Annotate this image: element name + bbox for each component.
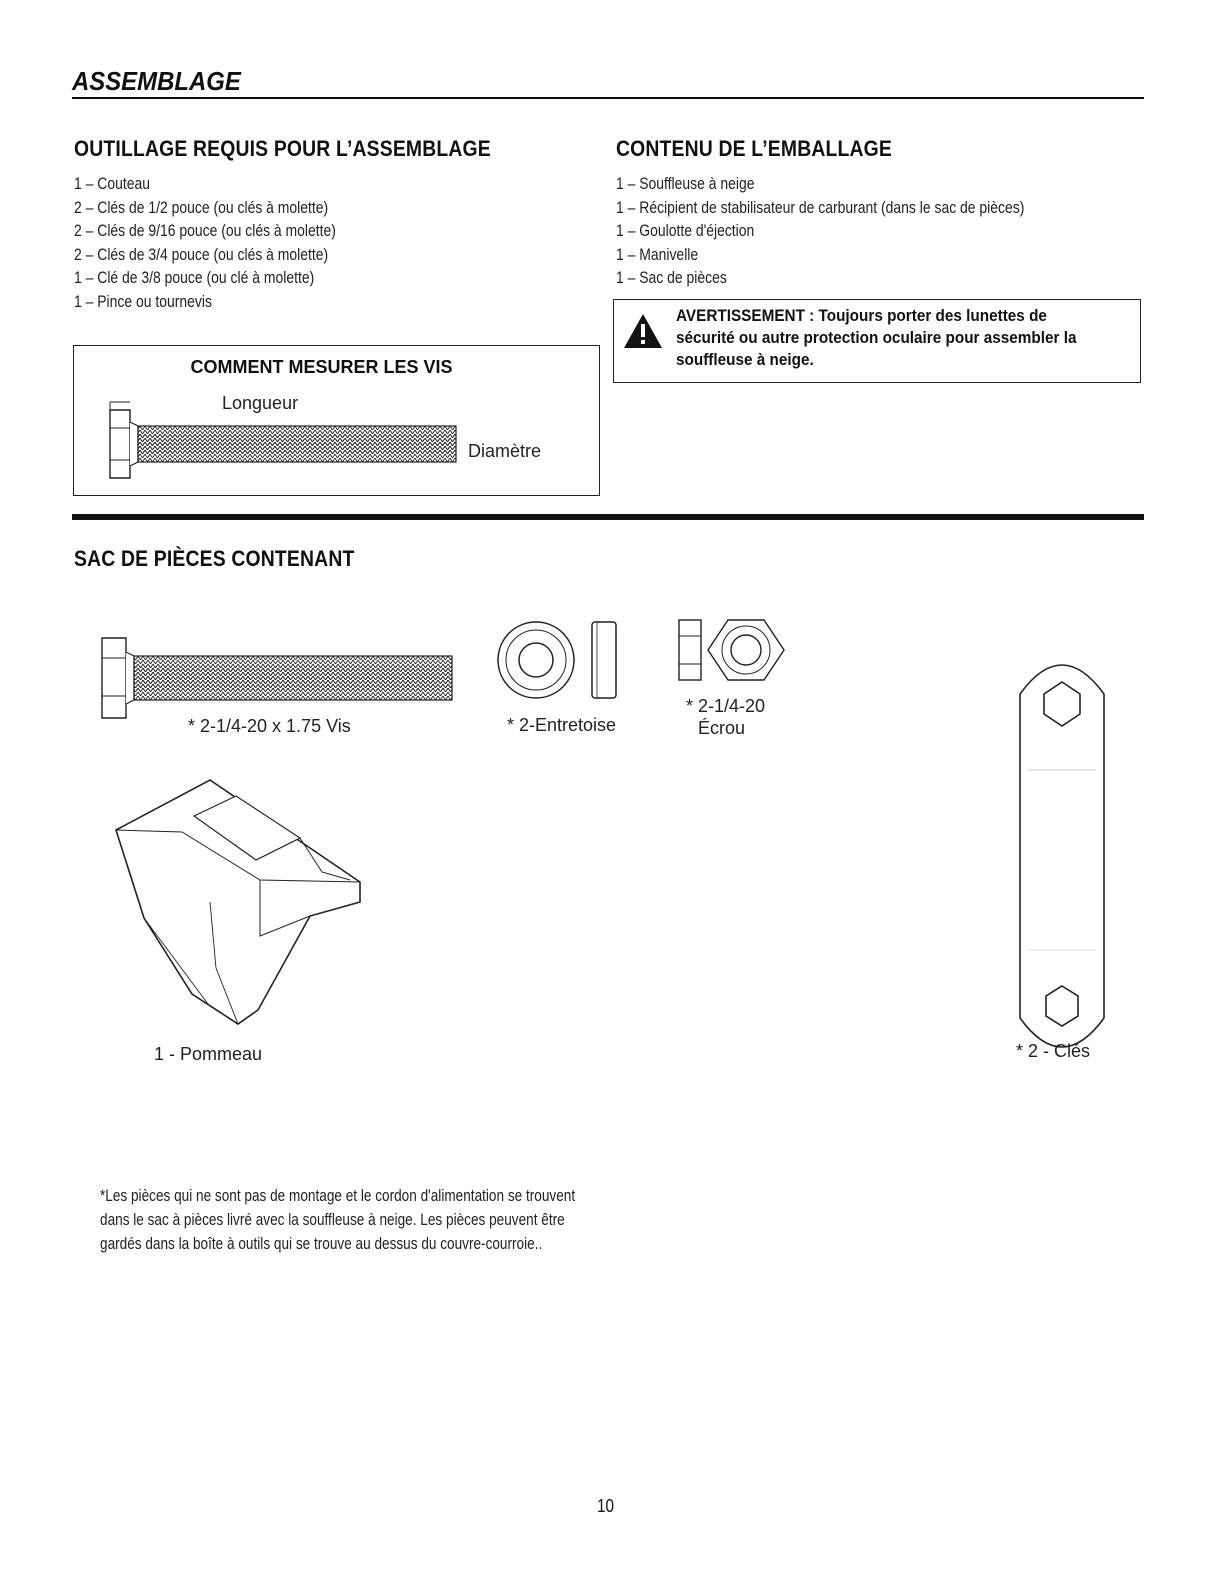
measure-box [73, 345, 600, 496]
spacer-label: * 2-Entretoise [507, 715, 617, 735]
nut-label-name: Écrou [698, 718, 746, 738]
warning-box [613, 299, 1141, 383]
list-item: 1 – Souffleuse à neige [616, 174, 755, 193]
list-item: 1 – Récipient de stabilisateur de carburant (dans le sac de pièces) [616, 197, 1025, 217]
bolt-diagram [100, 394, 460, 490]
warning-icon [622, 312, 664, 350]
diameter-label: Diamètre [468, 441, 542, 461]
bolt-illustration [98, 636, 458, 720]
page-header: ASSEMBLAGE [72, 66, 241, 96]
parts-bag-title: SAC DE PIÈCES CONTENANT [74, 546, 355, 571]
wrench-label: * 2 - Clés [1016, 1041, 1091, 1061]
knob-label: 1 - Pommeau [154, 1044, 263, 1064]
footnote: *Les pièces qui ne sont pas de montage et le cordon d'alimentation se trouvent dans le sac à pièces livré avec la souffleuse à neige. Les pièces peuvent être gardés dans la boîte à outils qui se trouve au dessus du couvre-courroie.. [100, 1186, 576, 1253]
list-item: 1 – Couteau [74, 174, 150, 193]
header-rule [72, 97, 1144, 99]
knob-illustration [110, 772, 370, 1028]
spacer-illustration [494, 618, 634, 702]
tools-title: OUTILLAGE REQUIS POUR L’ASSEMBLAGE [74, 136, 491, 161]
list-item: 1 – Goulotte d'éjection [616, 221, 755, 240]
section-divider [72, 514, 1144, 520]
nut-label-qty: * 2-1/4-20 [686, 696, 766, 716]
measure-box-title: COMMENT MESURER LES VIS [190, 357, 453, 377]
list-item: 2 – Clés de 1/2 pouce (ou clés à molette) [74, 197, 329, 217]
warning-text: AVERTISSEMENT : Toujours porter des lunettes de sécurité ou autre protection oculaire pour assembler la souffleuse à neige. [676, 306, 1077, 369]
wrench-illustration [1018, 650, 1106, 1062]
list-item: 1 – Pince ou tournevis [74, 291, 212, 311]
list-item: 1 – Manivelle [616, 244, 699, 264]
contents-list [616, 172, 1024, 290]
list-item: 2 – Clés de 9/16 pouce (ou clés à molette) [74, 221, 336, 240]
bolt-label: * 2-1/4-20 x 1.75 Vis [188, 716, 351, 736]
contents-title: CONTENU DE L’EMBALLAGE [616, 136, 892, 161]
length-label: Longueur [222, 393, 299, 413]
list-item: 1 – Clé de 3/8 pouce (ou clé à molette) [74, 268, 315, 287]
nut-illustration [676, 614, 792, 686]
tools-list [74, 172, 336, 313]
list-item: 1 – Sac de pièces [616, 268, 727, 287]
list-item: 2 – Clés de 3/4 pouce (ou clés à molette) [74, 244, 329, 264]
page-number: 10 [597, 1496, 615, 1516]
